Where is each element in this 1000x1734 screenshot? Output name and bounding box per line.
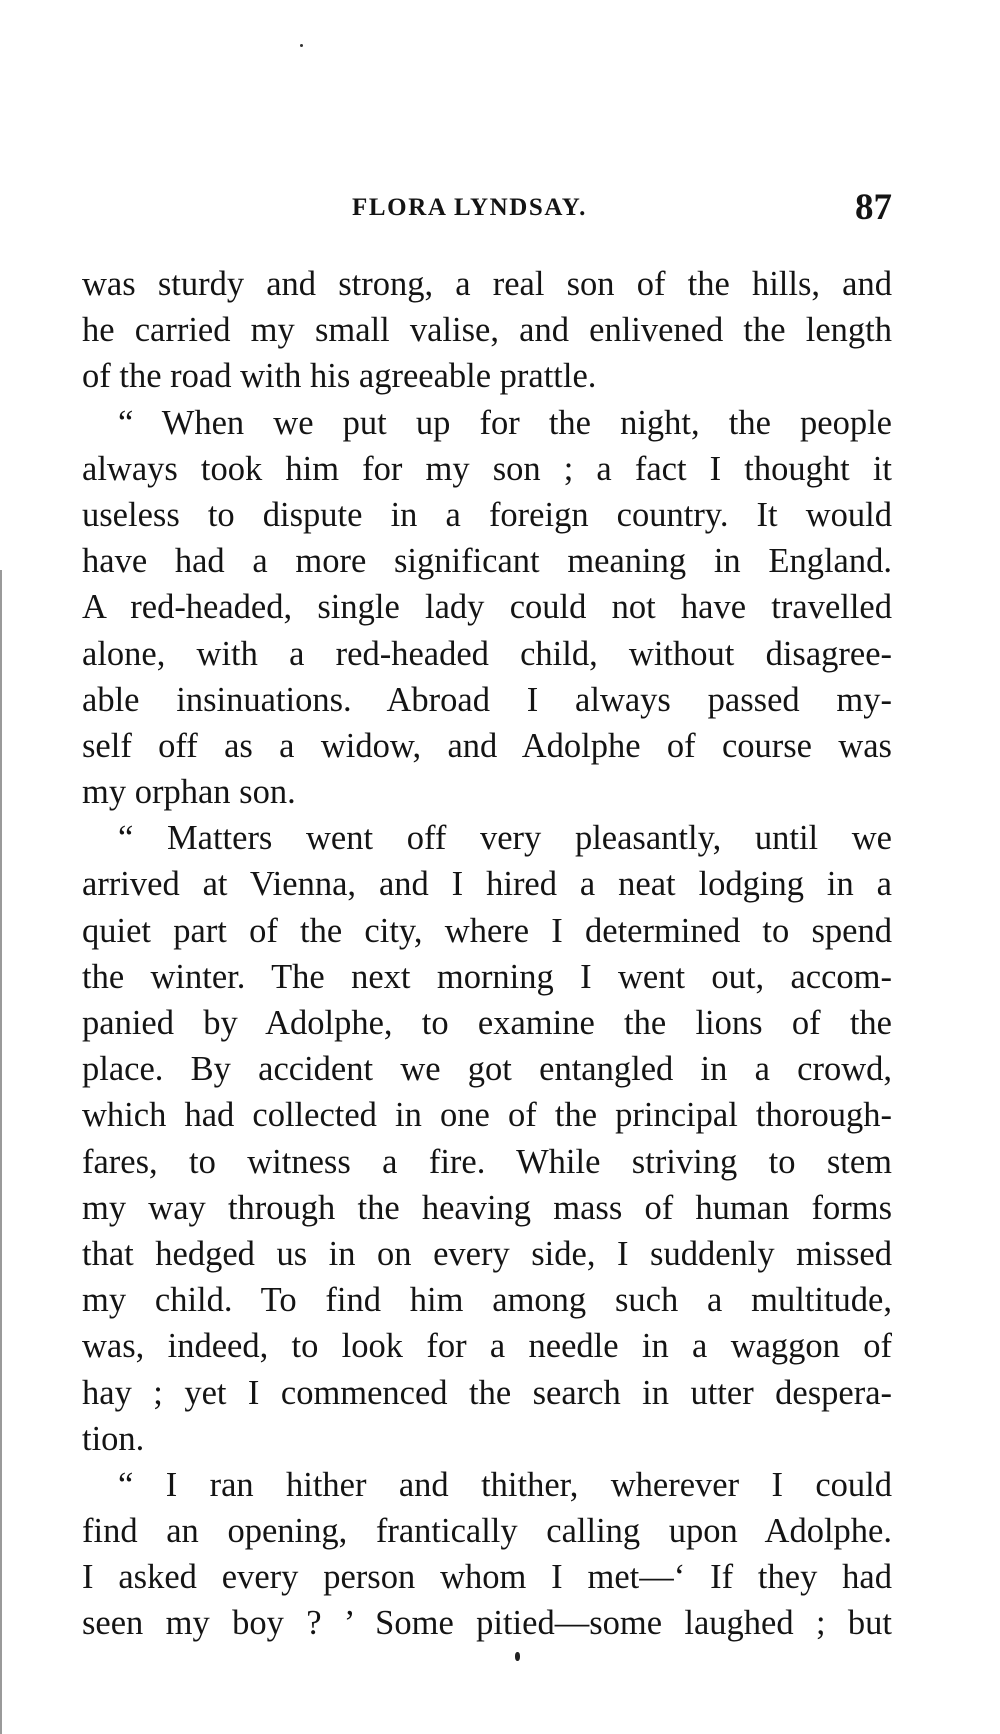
page-number: 87 <box>855 187 892 228</box>
text-line: was sturdy and strong, a real son of the hills, and <box>82 265 892 303</box>
text-line: the winter. The next morning I went out, accom- <box>82 957 892 996</box>
running-title: FLORA LYNDSAY. <box>352 194 587 221</box>
text-line: hay ; yet I commenced the search in utter despera- <box>82 1373 892 1412</box>
paragraph <box>82 400 892 816</box>
text-line: self off as a widow, and Adolphe of course was <box>82 726 892 765</box>
text-line: was, indeed, to look for a needle in a waggon of <box>82 1327 892 1366</box>
text-line: panied by Adolphe, to examine the lions of the <box>82 1004 892 1042</box>
paragraph <box>82 1462 892 1647</box>
text-line: my way through the heaving mass of human forms <box>82 1188 892 1227</box>
page-edge-shadow <box>0 570 2 1734</box>
text-line: seen my boy ? ’ Some pitied—some laughed ; but <box>82 1604 892 1643</box>
text-line: useless to dispute in a foreign country. It would <box>82 495 892 534</box>
text-line: A red-headed, single lady could not have travelled <box>82 588 892 627</box>
text-line: that hedged us in on every side, I suddenly missed <box>82 1234 892 1273</box>
page-body-text <box>82 261 892 1647</box>
text-line: have had a more significant meaning in England. <box>82 542 892 581</box>
text-line: which had collected in one of the principal thorough- <box>82 1096 892 1135</box>
text-line: fares, to witness a fire. While striving to stem <box>82 1142 892 1181</box>
text-line: I asked every person whom I met—‘ If they had <box>82 1558 892 1597</box>
text-line: “ When we put up for the night, the people <box>118 403 892 442</box>
text-line: place. By accident we got entangled in a crowd, <box>82 1050 892 1089</box>
text-line: tion. <box>82 1419 145 1458</box>
text-line: “ Matters went off very pleasantly, until we <box>118 819 892 858</box>
ink-speck <box>300 44 303 47</box>
ink-speck <box>515 1652 520 1661</box>
text-line: arrived at Vienna, and I hired a neat lodging in a <box>82 865 892 904</box>
text-line: able insinuations. Abroad I always passed my- <box>82 680 892 719</box>
text-line: quiet part of the city, where I determined to spend <box>82 911 892 950</box>
text-line: of the road with his agreeable prattle. <box>82 357 597 396</box>
text-line: always took him for my son ; a fact I thought it <box>82 449 892 488</box>
text-line: “ I ran hither and thither, wherever I could <box>118 1465 892 1504</box>
text-line: my child. To find him among such a multitude, <box>82 1281 892 1320</box>
paragraph <box>82 261 892 400</box>
text-line: find an opening, frantically calling upon Adolphe. <box>82 1512 892 1551</box>
text-line: alone, with a red-headed child, without disagree- <box>82 634 892 673</box>
text-line: my orphan son. <box>82 773 296 812</box>
text-line: he carried my small valise, and enlivened the length <box>82 311 892 350</box>
paragraph <box>82 815 892 1462</box>
page-header <box>82 186 892 236</box>
